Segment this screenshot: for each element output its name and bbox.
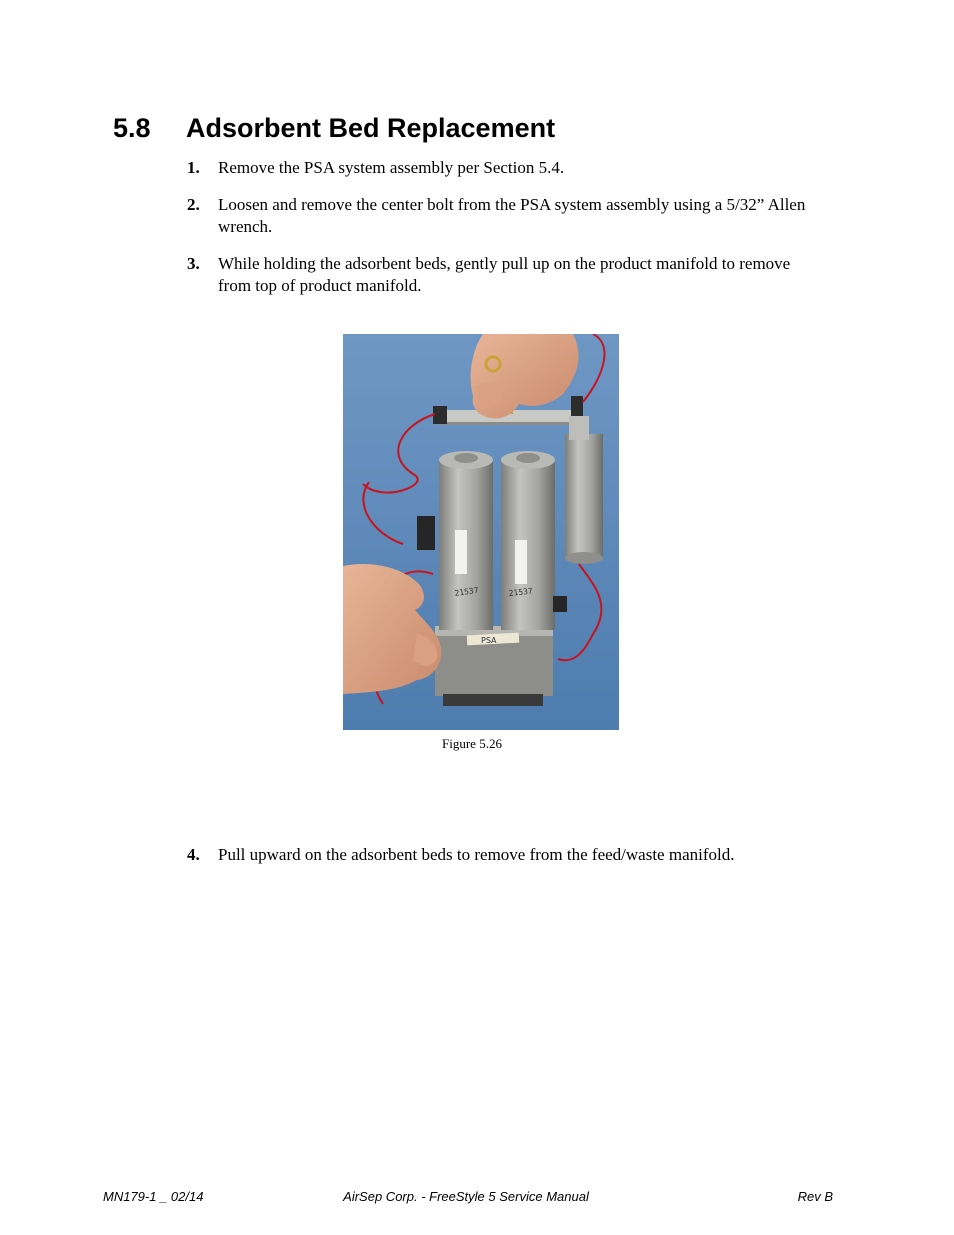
bed-handwriting: 21537	[508, 586, 534, 598]
step-item	[187, 157, 807, 179]
step-number: 4.	[187, 845, 200, 864]
step-number: 1.	[187, 158, 200, 177]
footer-revision: Rev B	[797, 1189, 833, 1204]
adsorbent-bed-right	[501, 451, 555, 630]
step-item	[187, 194, 807, 238]
product-tank	[565, 434, 603, 564]
tape-label: PSA	[481, 636, 497, 645]
step-item	[187, 844, 807, 866]
step-item	[187, 253, 807, 297]
step-text: Loosen and remove the center bolt from the PSA system assembly using a 5/32” Allen wrench.	[218, 195, 806, 236]
footer-title: AirSep Corp. - FreeStyle 5 Service Manual	[343, 1189, 589, 1204]
psa-assembly-photo	[343, 334, 619, 730]
figure-photo	[343, 334, 619, 730]
step-text: Remove the PSA system assembly per Section 5.4.	[218, 158, 565, 177]
section-title: Adsorbent Bed Replacement	[186, 113, 556, 143]
step-number: 3.	[187, 254, 200, 273]
section-heading	[113, 111, 555, 145]
step-text: While holding the adsorbent beds, gently pull up on the product manifold to remove from top of product manifold.	[218, 254, 791, 295]
bed-handwriting: 21537	[454, 585, 480, 598]
figure-caption: Figure 5.26	[442, 736, 502, 751]
adsorbent-bed-left	[439, 451, 493, 630]
step-number: 2.	[187, 195, 200, 214]
section-number: 5.8	[113, 113, 151, 143]
step-text: Pull upward on the adsorbent beds to remove from the feed/waste manifold.	[218, 845, 735, 864]
footer-doc-id: MN179-1 _ 02/14	[103, 1189, 204, 1204]
